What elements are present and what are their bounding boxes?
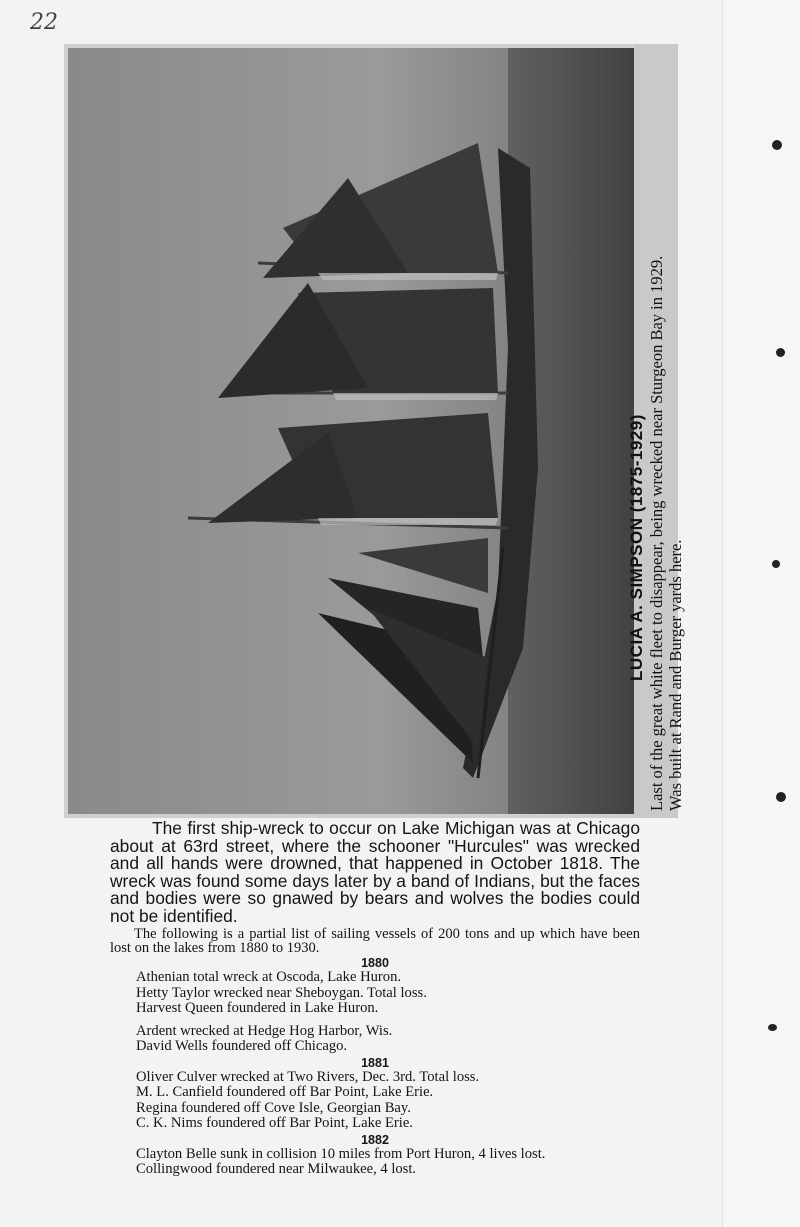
shipwreck-paragraph: The first ship-wreck to occur on Lake Michigan was at Chicago about at 63rd street, where the schooner "Hurcules" was wrecked and all hands were drowned, that happened in October 1818. The wreck was found some days later by a band of Indians, but the faces and bodies were so gnawed by bears and wolves the bodies could not be identified. xyxy=(110,818,640,926)
list-item: C. K. Nims foundered off Bar Point, Lake Erie. xyxy=(136,1115,413,1131)
list-item: M. L. Canfield foundered off Bar Point, Lake Erie. xyxy=(136,1084,434,1100)
schooner-photo xyxy=(68,48,634,814)
list-item: Collingwood foundered near Milwaukee, 4 lost. xyxy=(136,1161,417,1177)
list-item: Oliver Culver wrecked at Two Rivers, Dec. 3rd. Total loss. xyxy=(136,1068,480,1085)
schooner-illustration xyxy=(68,48,634,814)
binding-mark xyxy=(768,1024,777,1031)
year-heading: 1882 xyxy=(361,1132,389,1147)
year-heading: 1881 xyxy=(361,1055,389,1070)
article xyxy=(110,820,640,1178)
caption-line-2: Was built at Rand and Burger yards here. xyxy=(666,539,685,811)
page-number: 22 xyxy=(30,10,58,35)
page-edge-strip xyxy=(722,0,800,1227)
list-item: Clayton Belle sunk in collision 10 miles from Port Huron, 4 lives lost. xyxy=(136,1145,546,1162)
list-intro: The following is a partial list of sailing vessels of 200 tons and up which have been lost on the lakes from 1880 to 1930. xyxy=(110,926,640,956)
list-item: David Wells foundered off Chicago. xyxy=(136,1038,348,1054)
caption-line-1: Last of the great white fleet to disappear, being wrecked near Sturgeon Bay in 1929. xyxy=(647,255,666,811)
year-1882-section xyxy=(110,1134,640,1178)
list-item: Athenian total wreck at Oscoda, Lake Huron. xyxy=(136,969,402,985)
year-heading: 1880 xyxy=(361,956,389,970)
binding-mark xyxy=(776,348,785,357)
newspaper-clipping xyxy=(64,44,685,818)
list-item: Harvest Queen foundered in Lake Huron. xyxy=(136,1000,379,1016)
list-item: Regina foundered off Cove Isle, Georgian Bay. xyxy=(136,1099,411,1116)
binding-mark xyxy=(772,560,780,568)
binding-mark xyxy=(772,140,782,150)
list-item: Ardent wrecked at Hedge Hog Harbor, Wis. xyxy=(136,1022,393,1039)
caption-title: LUCIA A. SIMPSON (1875-1929) xyxy=(627,414,646,681)
year-1881-section xyxy=(110,1057,640,1132)
photo-caption xyxy=(627,51,685,811)
year-1880-section xyxy=(110,957,640,1055)
binding-mark xyxy=(776,792,786,802)
list-item: Hetty Taylor wrecked near Sheboygan. Total loss. xyxy=(136,984,427,1001)
